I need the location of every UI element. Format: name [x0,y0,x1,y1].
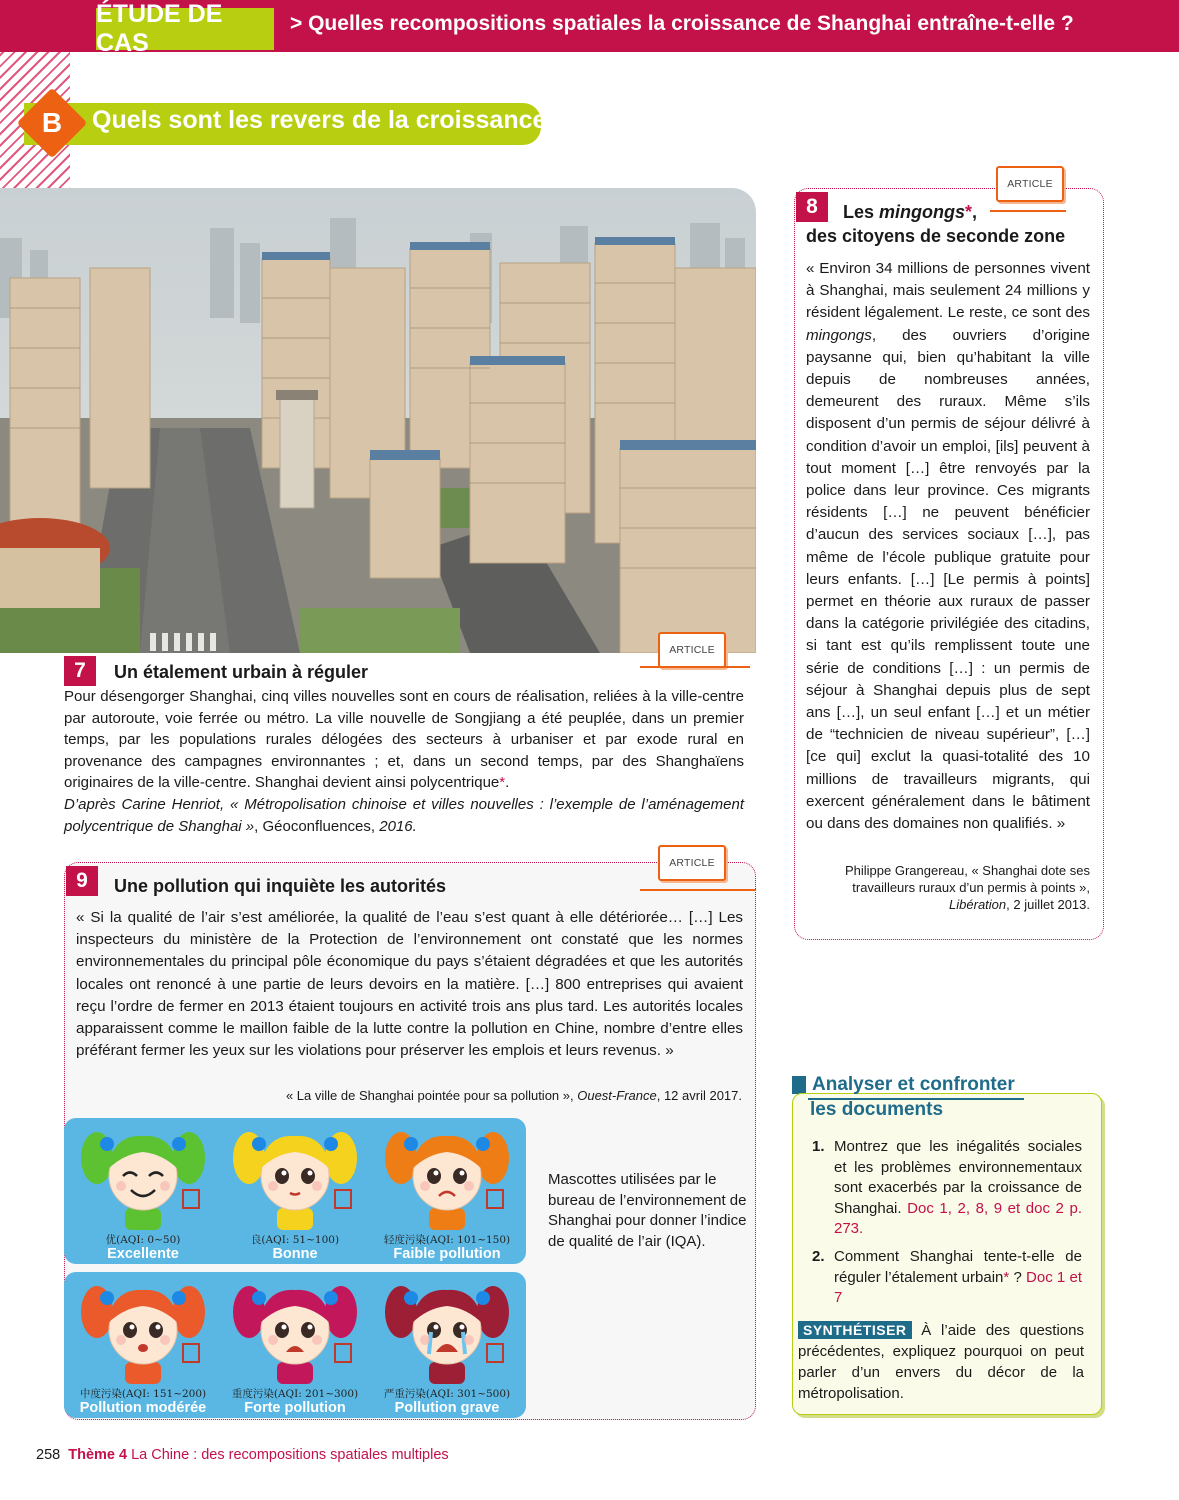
mascot-aqi-range: 中度污染(AQI: 151~200) [79,1388,207,1400]
doc8-article-badge: ARTICLE [996,166,1064,202]
mascot-illustration [372,1118,522,1230]
analyse-marker [792,1076,806,1094]
mascot-illustration [68,1118,218,1230]
footer-title: La Chine : des recompositions spatiales multiples [127,1447,449,1463]
doc9-text: « Si la qualité de l’air s’est améliorée, la qualité de l’eau s’est quant à elle détériorée… […] Les inspecteurs du ministère de la Protection de l’environnement ont constaté que les normes environnementales du principal pôle économique du pays s’étaient dégradées et que les autorités locales ont renoncé à une partie de leurs devoirs en la matière. […] 800 entreprises qui avaient reçu l’ordre de fermer en 2013 étaient toujours en activité trois ans plus tard. Les autorités locales apparaissent comme le maillon faible de la lutte contre la pollution en Chine, nombre d’entre elles préférant fermer les yeux sur les violations pour préserver les emplois et leurs revenus. » [76,909,743,1060]
q1-body: Montrez que les inégalités sociales et les problèmes environnementaux sont exacerbés par la croissance de Shanghai. [834,1138,1082,1217]
doc9-badge-underline [640,889,756,891]
photo-urban-sprawl [0,188,756,653]
doc8-title-star: * [965,202,973,222]
doc8-title-em: mingongs [879,202,966,222]
doc7-badge-underline [640,666,750,668]
doc8-title-a: Les [843,202,880,222]
mascot-illustration [68,1272,218,1384]
doc8-source-em: Libération [949,897,1007,912]
analyse-title-line2: les documents [810,1099,944,1120]
doc9-source-b: , 12 avril 2017. [656,1088,742,1103]
doc8-text-a: « Environ 34 millions de personnes vivent à Shanghai, mais seulement 24 millions y résident légalement. Le reste, ce sont des [806,260,1090,322]
case-study-question: > Quelles recompositions spatiales la croissance de Shanghai entraîne-t-elle ? [290,12,1074,35]
doc8-title [843,202,977,223]
mascot-illustration [220,1272,370,1384]
mascot-aqi-range: 优(AQI: 0~50) [105,1234,181,1246]
mascot-quality-label: Faible pollution [393,1246,501,1262]
doc7-number: 7 [64,656,96,686]
page-number: 258 [36,1447,61,1463]
doc7-source-publisher: , Géoconfluences, [254,817,380,835]
doc8-text-em: mingongs [806,326,872,344]
footer-theme: Thème 4 [68,1447,128,1463]
aqi-mascots-panel [64,1118,526,1418]
aqi-mascot [68,1272,218,1418]
doc7-body: Pour désengorger Shanghai, cinq villes nouvelles sont en cours de réalisation, reliées à la ville-centre par autoroute, voie ferrée ou métro. La ville nouvelle de Songjiang a été peuplée, dans un premier temps, par les populations rurales délogées des secteurs à urbaniser et par exode rural en provenance des campagnes environnantes ; et, dans un second temps, par des Shanghaïens originaires de la ville-centre. Shanghai devient ainsi polycentrique [64,688,744,792]
doc9-article-badge: ARTICLE [658,845,726,881]
doc7-title: Un étalement urbain à réguler [114,662,369,682]
doc7-star: * [499,774,506,792]
mascot-quality-label: Pollution grave [394,1400,500,1416]
aqi-mascot [220,1272,370,1418]
doc8-number: 8 [796,192,828,222]
section-letter: B [41,107,63,138]
mascot-quality-label: Bonne [272,1246,318,1262]
doc9-source-a: « La ville de Shanghai pointée pour sa pollution », [285,1088,578,1103]
q2-body-b: ? [1009,1268,1027,1286]
synth-text: À l’aide des questions précédentes, expliquez pourquoi on peut parler d’un envers du décor de la métropolisation. [798,1322,1084,1402]
doc9-title: Une pollution qui inquiète les autorités [114,876,447,896]
section-title: Quels sont les revers de la croissance ? [92,106,569,134]
doc9-source [200,1087,742,1104]
doc8-source [830,862,1090,913]
q2-star: * [1003,1268,1010,1286]
aqi-mascot [372,1272,522,1418]
doc8-source-b: , 2 juillet 2013. [1006,897,1090,912]
doc7-article-badge: ARTICLE [658,632,726,668]
synth-label: SYNTHÉTISER [798,1321,912,1339]
synthesis [798,1320,1084,1404]
doc8-title-b: , [972,202,978,222]
mascot-illustration [220,1118,370,1230]
mascot-aqi-range: 严重污染(AQI: 301~500) [383,1388,511,1400]
doc8-text [806,258,1090,835]
q2-text [834,1247,1082,1309]
q2-ref: Doc 1 et 7 [834,1268,1082,1306]
mascot-aqi-range: 重度污染(AQI: 201~300) [231,1388,359,1400]
q1-number: 1. [812,1138,825,1155]
doc8-text-b: , des ouvriers d’origine paysanne qui, bien qu’habitant la ville depuis de nombreuses années, demeurent des ruraux. Même s’ils disposent d’un permis de séjour délivré à condition d’avoir un emploi, [ils] peuvent à tout moment […] être renvoyés par la police dans leur province. Ces migrants résidents […] ne peuvent bénéficier d’aucun des services sociaux […], pas même de l’école publique gratuite pour leurs enfants. […] [Le permis à points] permet en théorie aux ruraux de passer dans la catégorie privilégiée des citadins, si tant est qu’ils remplissent toute une série de conditions […] : un permis de séjour à Shanghai depuis plus de sept ans […], un seul enfant […] et un métier de “technicien de niveau supérieur”, […] [ce qui] exclut la quasi-totalité des 10 millions de travailleurs migrants, qui exercent généralement dans le bâtiment ou dans des domaines non qualifiés. » [806,326,1090,833]
q2-body: Comment Shanghai tente-t-elle de réguler l’étalement urbain [834,1248,1082,1286]
doc9-source-em: Ouest-France [577,1088,657,1103]
analyse-title-line1: Analyser et confronter [812,1074,1015,1095]
mascot-aqi-range: 良(AQI: 51~100) [250,1234,340,1246]
mascot-illustration [372,1272,522,1384]
aqi-mascot [220,1118,370,1264]
mascot-quality-label: Excellente [107,1246,179,1262]
doc8-badge-underline [990,210,1066,212]
aqi-mascot [68,1118,218,1264]
doc9-number: 9 [66,866,98,896]
mascot-quality-label: Forte pollution [244,1400,346,1416]
q1-ref: Doc 1, 2, 8, 9 et doc 2 p. 273. [834,1199,1082,1237]
mascot-quality-label: Pollution modérée [79,1400,207,1416]
doc7-source-year: 2016. [379,817,417,835]
q2-number: 2. [812,1248,825,1265]
q1-text [834,1137,1082,1240]
mascot-aqi-range: 轻度污染(AQI: 101~150) [383,1234,511,1246]
doc8-source-a: Philippe Grangereau, « Shanghai dote ses travailleurs ruraux d’un permis à points », [844,863,1090,895]
doc7-end: . [505,774,510,792]
doc8-title-line2: des citoyens de seconde zone [806,226,1066,246]
case-study-tag: ÉTUDE DE CAS [96,8,274,50]
page-footer [36,1447,449,1463]
doc7-source-author: D’après Carine Henriot, « Métropolisation chinoise et villes nouvelles : l’exemple de l’aménagement polycentrique de Shanghai » [64,795,744,835]
doc7-text [64,686,744,837]
aqi-mascot [372,1118,522,1264]
mascot-caption: Mascottes utilisées par le bureau de l’environnement de Shanghai pour donner l’indice de qualité de l’air (IQA). [548,1171,747,1250]
